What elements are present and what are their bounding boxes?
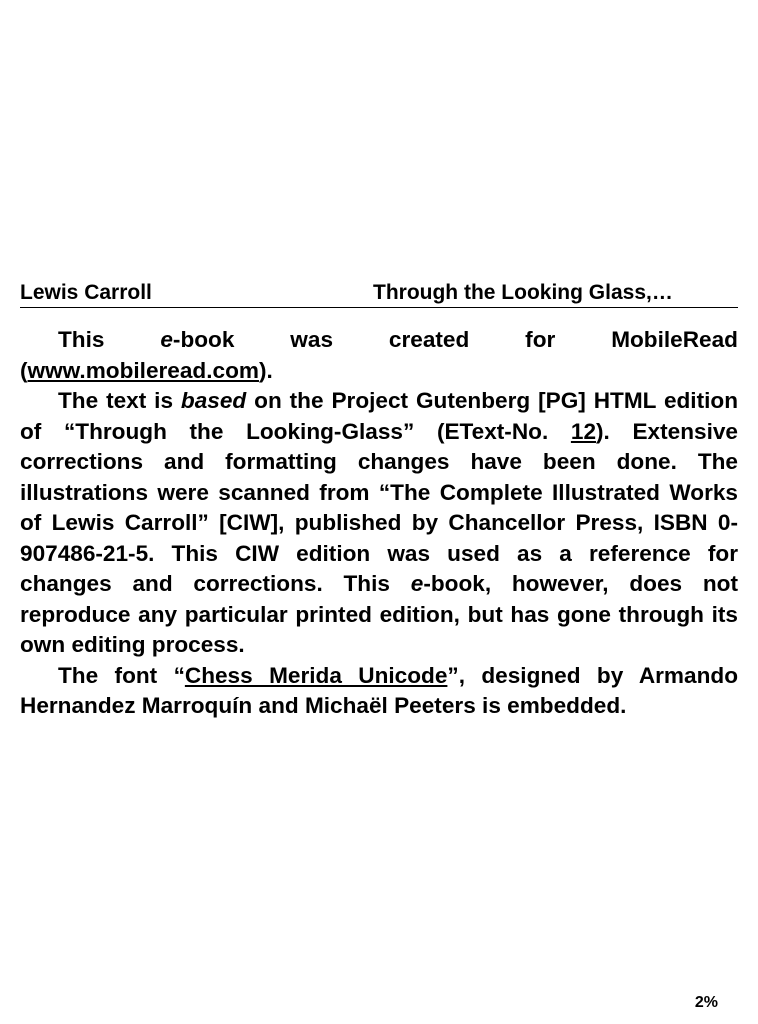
page-body: [20, 325, 738, 722]
italic-e: e: [410, 571, 424, 596]
italic-e: e: [160, 327, 173, 352]
header-author: Lewis Carroll: [20, 281, 152, 304]
text-span: on the Project Gutenberg [PG] HTML edition of “Through the Looking-Glass” (EText-No.: [20, 388, 738, 444]
mobileread-link[interactable]: www.mobileread.com: [27, 357, 259, 383]
text-span: This: [58, 327, 161, 352]
italic-based: based: [180, 388, 247, 413]
etext-number-link[interactable]: 12: [570, 418, 597, 444]
running-header: [20, 279, 738, 308]
paragraph-font: [20, 661, 738, 722]
text-span: The font “: [58, 662, 185, 688]
chess-font-link[interactable]: Chess Merida Unicode: [184, 662, 448, 688]
text-span: -book was created for MobileRead (: [20, 327, 738, 383]
header-book-title: Through the Looking Glass,…: [373, 281, 673, 304]
paragraph-mobileread: [20, 325, 738, 386]
text-span: ).: [258, 357, 273, 383]
text-span: ”, designed by Armando Hernandez Marroquín and Michaël Peeters is embedded.: [20, 662, 738, 718]
paragraph-source: [20, 386, 738, 661]
text-span: -book, however, does not reproduce any particular printed edition, but has gone through its own editing process.: [20, 571, 738, 657]
text-span: The text is: [58, 388, 181, 413]
text-span: ). Extensive corrections and formatting changes have been done. The illustrations were scanned from “The Complete Illustrated Works of Lewis Carroll” [CIW], published by Chancellor Press, ISBN 0-907486-21-5. This CIW edition was used as a reference for changes and corrections. This: [20, 418, 738, 596]
reading-progress: 2%: [694, 994, 718, 1011]
